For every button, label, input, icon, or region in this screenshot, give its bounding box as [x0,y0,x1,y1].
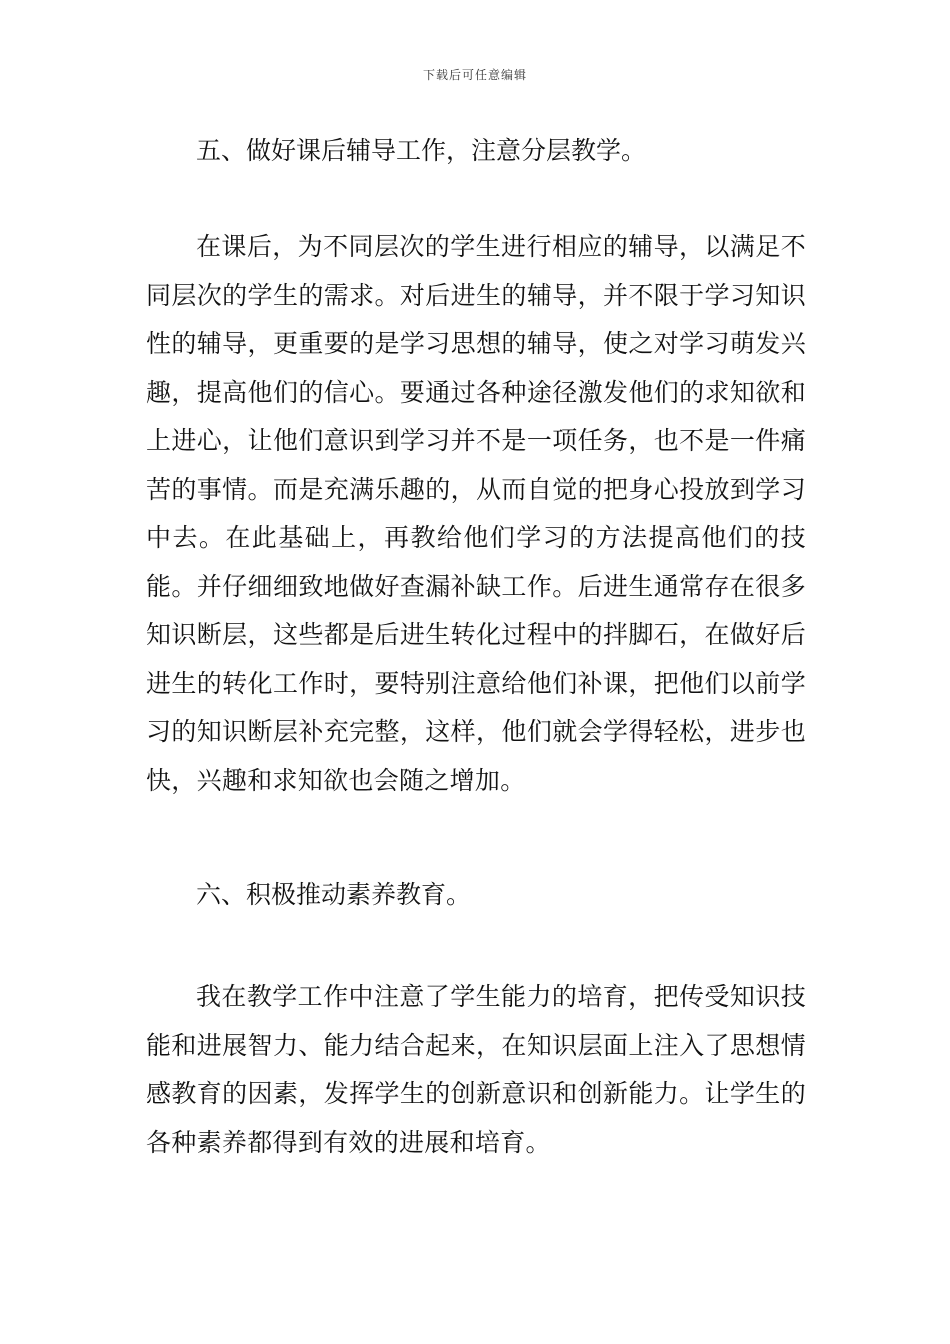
section-heading-5: 五、做好课后辅导工作，注意分层教学。 [196,136,647,165]
section-paragraph-5: 在课后，为不同层次的学生进行相应的辅导，以满足不同层次的学生的需求。对后进生的辅导，并不限于学习知识性的辅导，更重要的是学习思想的辅导，使之对学习萌发兴趣，提高他们的信心。要通过各种途径激发他们的求知欲和上进心，让他们意识到学习并不是一项任务，也不是一件痛苦的事情。而是充满乐趣的，从而自觉的把身心投放到学习中去。在此基础上，再教给他们学习的方法提高他们的技能。并仔细细致地做好查漏补缺工作。后进生通常存在很多知识断层，这些都是后进生转化过程中的拌脚石，在做好后进生的转化工作时，要特别注意给他们补课，把他们以前学习的知识断层补充完整，这样，他们就会学得轻松，进步也快，兴趣和求知欲也会随之增加。 [146,232,806,795]
section-paragraph-6: 我在教学工作中注意了学生能力的培育，把传受知识技能和进展智力、能力结合起来，在知识层面上注入了思想情感教育的因素，发挥学生的创新意识和创新能力。让学生的各种素养都得到有效的进展和培育。 [146,982,806,1157]
header-note: 下载后可任意编辑 [422,68,527,82]
section-heading-6: 六、积极推动素养教育。 [196,880,472,909]
